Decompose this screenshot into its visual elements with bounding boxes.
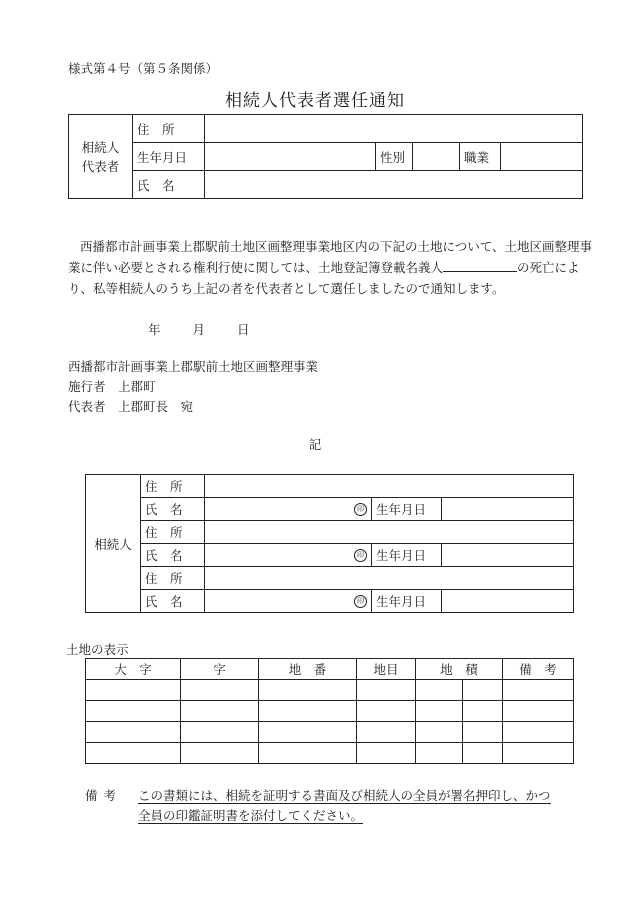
land-cell[interactable] [259, 722, 357, 743]
heir2-birthdate-field[interactable] [442, 544, 574, 567]
addressee-executor: 施行者 上郡町 [68, 379, 156, 394]
land-header-row [86, 659, 574, 680]
registered-owner-blank[interactable] [443, 257, 517, 272]
heirs-table [85, 474, 574, 613]
land-row[interactable] [86, 701, 574, 722]
land-cell[interactable] [416, 701, 463, 722]
notice-paragraph: 西播都市計画事業上郡駅前土地区画整理事業地区内の下記の土地について、土地区画整理事業に伴い必要とされる権利行使に関しては、土地登記簿登載名義人 の死亡により、私等相続人のうち上記の者を代表者として選任しましたので通知します。 [68, 239, 593, 296]
land-cell[interactable] [181, 680, 259, 701]
representative-name-field[interactable] [205, 171, 583, 199]
seal-mark: 印 [354, 595, 367, 608]
land-cell[interactable] [259, 743, 357, 764]
seal-mark: 印 [354, 549, 367, 562]
form-number: 様式第４号（第５条関係） [68, 61, 219, 76]
heir1-birthdate-field[interactable] [442, 498, 574, 521]
seal-mark: 印 [354, 503, 367, 516]
land-cell[interactable] [463, 680, 503, 701]
sex-label: 性別 [376, 143, 413, 171]
remarks-text: この書類には、相続を証明する書面及び相続人の全員が署名押印し、かつ 全員の印鑑証明書を添付してください。 [138, 788, 551, 823]
birthdate-label: 生年月日 [133, 143, 205, 171]
land-cell[interactable] [86, 701, 181, 722]
land-cell[interactable] [259, 680, 357, 701]
address-label: 住 所 [133, 115, 205, 143]
heir2-name-label: 氏 名 [141, 544, 205, 567]
land-row[interactable] [86, 680, 574, 701]
heir3-name-field[interactable] [205, 590, 372, 613]
representative-table [68, 114, 583, 199]
remarks-label: 備考 [85, 788, 123, 803]
month-label: 月 [192, 322, 206, 337]
land-cell[interactable] [86, 680, 181, 701]
document-title: 相続人代表者選任通知 [225, 91, 405, 111]
land-cell[interactable] [503, 722, 574, 743]
representative-birthdate-field[interactable] [205, 143, 376, 171]
land-cell[interactable] [416, 722, 463, 743]
header-oaza: 大 字 [86, 659, 181, 680]
land-row[interactable] [86, 743, 574, 764]
heir3-address-label: 住 所 [141, 567, 205, 590]
occupation-label: 職業 [460, 143, 501, 171]
heir3-address-field[interactable] [205, 567, 574, 590]
land-caption: 土地の表示 [66, 642, 129, 657]
land-cell[interactable] [503, 743, 574, 764]
header-biko: 備 考 [503, 659, 574, 680]
land-cell[interactable] [503, 680, 574, 701]
heir1-name-label: 氏 名 [141, 498, 205, 521]
day-label: 日 [237, 322, 250, 337]
land-cell[interactable] [357, 680, 416, 701]
heir2-address-field[interactable] [205, 521, 574, 544]
addressee-project: 西播都市計画事業上郡駅前土地区画整理事業 [68, 359, 319, 374]
heir1-name-field[interactable] [205, 498, 372, 521]
land-row[interactable] [86, 722, 574, 743]
representative-group-label: 相続人 代表者 [69, 115, 133, 199]
land-cell[interactable] [463, 722, 503, 743]
land-cell[interactable] [503, 701, 574, 722]
heir3-birthdate-label: 生年月日 [372, 590, 442, 613]
header-aza: 字 [181, 659, 259, 680]
ki-heading: 記 [308, 437, 322, 452]
land-cell[interactable] [86, 722, 181, 743]
land-cell[interactable] [463, 743, 503, 764]
land-cell[interactable] [357, 743, 416, 764]
land-cell[interactable] [357, 722, 416, 743]
representative-sex-field[interactable] [413, 143, 460, 171]
heir2-name-field[interactable] [205, 544, 372, 567]
land-cell[interactable] [259, 701, 357, 722]
land-cell[interactable] [416, 743, 463, 764]
heir2-birthdate-label: 生年月日 [372, 544, 442, 567]
representative-address-field[interactable] [205, 115, 583, 143]
land-cell[interactable] [416, 680, 463, 701]
land-cell[interactable] [86, 743, 181, 764]
header-chiseki: 地 積 [416, 659, 503, 680]
land-cell[interactable] [357, 701, 416, 722]
heir1-birthdate-label: 生年月日 [372, 498, 442, 521]
land-cell[interactable] [463, 701, 503, 722]
land-cell[interactable] [181, 701, 259, 722]
land-cell[interactable] [181, 743, 259, 764]
addressee-representative: 代表者 上郡町長 宛 [68, 399, 194, 414]
heir1-address-field[interactable] [205, 475, 574, 498]
land-cell[interactable] [181, 722, 259, 743]
header-chiban: 地 番 [259, 659, 357, 680]
name-label: 氏 名 [133, 171, 205, 199]
header-chimoku: 地目 [357, 659, 416, 680]
heir1-address-label: 住 所 [141, 475, 205, 498]
heir3-name-label: 氏 名 [141, 590, 205, 613]
heir3-birthdate-field[interactable] [442, 590, 574, 613]
date-line[interactable] [148, 320, 250, 338]
representative-occupation-field[interactable] [501, 143, 583, 171]
heir2-address-label: 住 所 [141, 521, 205, 544]
year-label: 年 [148, 322, 161, 337]
land-table [85, 658, 574, 764]
heirs-group-label: 相続人 [86, 475, 141, 613]
